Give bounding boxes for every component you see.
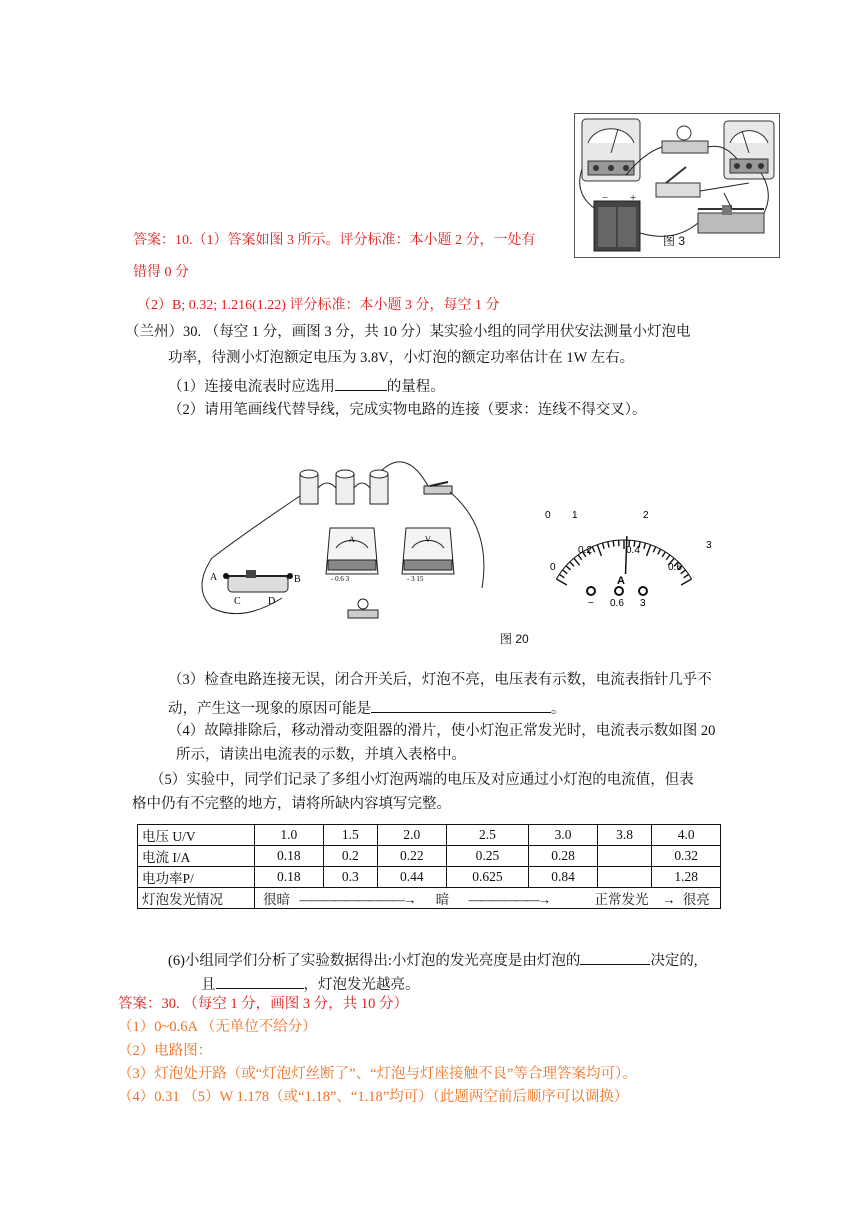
table-cell: 1.0 [255, 825, 324, 846]
trend-arrow-1: —————————→ [299, 892, 415, 907]
ammeter-terminal-labels: - 0.6 3 [331, 575, 350, 583]
q30-part6-line2-prefix: 且 [201, 977, 216, 993]
brightness-dim: 暗 [435, 892, 450, 907]
terminal-minus-icon [587, 587, 595, 595]
q30-part6-mid: 决定的, [650, 953, 698, 969]
row-label-voltage: 电压 U/V [138, 825, 255, 846]
terminal-0-6-icon [615, 587, 623, 595]
answer10-line3: （2）B; 0.32; 1.216(1.22) 评分标准：本小题 3 分，每空 1 分 [137, 298, 500, 313]
trend-arrow-2: ——————→ [468, 892, 550, 907]
table-cell-blank[interactable] [597, 867, 651, 888]
q30-part1-blank[interactable] [335, 374, 387, 391]
voltmeter-icon [402, 528, 454, 583]
table-cell: 0.28 [529, 846, 598, 867]
table-cell: 4.0 [652, 825, 721, 846]
terminal-a-label: A [210, 572, 218, 583]
table-cell: 2.0 [377, 825, 446, 846]
q30-part6-line1 [168, 948, 698, 971]
table-cell: 0.32 [652, 846, 721, 867]
upper-scale-3: 3 [706, 540, 712, 551]
q30-intro-line1: （兰州）30. （每空 1 分，画图 3 分，共 10 分）某实验小组的同学用伏安法测量小灯泡电 [125, 324, 691, 340]
q30-part6-prefix: (6)小组同学们分析了实验数据得出:小灯泡的发光亮度是由灯泡的 [168, 953, 581, 969]
table-cell: 0.625 [446, 867, 529, 888]
dial-tick [644, 543, 646, 549]
answer30-part1: （1）0~0.6A （无单位不给分） [118, 1019, 317, 1035]
table-cell: 1.28 [652, 867, 721, 888]
table-cell: 2.5 [446, 825, 529, 846]
dial-tick [574, 558, 580, 565]
brightness-normal: 正常发光 [594, 892, 649, 907]
table-cell: 0.3 [323, 867, 377, 888]
table-cell-blank[interactable] [597, 846, 651, 867]
ammeter-icon [326, 528, 378, 583]
knife-switch-icon [424, 482, 452, 494]
answer30-title: 答案：30. （每空 1 分，画图 3 分，共 10 分） [118, 996, 408, 1012]
q30-part4-line2: 所示，请读出电流表的示数，并填入表格中。 [176, 747, 466, 763]
row-label-brightness: 灯泡发光情况 [138, 888, 255, 909]
q30-part3-line2 [168, 696, 566, 719]
terminal-0-6-label: 0.6 [610, 598, 624, 609]
q30-part1 [168, 374, 445, 397]
figure-20-caption: 图 20 [500, 632, 529, 646]
q30-part6-blank2[interactable] [216, 972, 304, 989]
terminal-minus-label: − [588, 598, 594, 609]
upper-scale-0: 0 [545, 510, 551, 521]
answer10-line2: 错得 0 分 [133, 265, 189, 280]
dial-tick [647, 545, 651, 556]
small-lamp-icon [348, 599, 378, 618]
trend-arrow-3: → [661, 892, 676, 907]
table-cell: 0.44 [377, 867, 446, 888]
dial-tick [566, 566, 570, 570]
ammeter-dial-figure [528, 500, 728, 610]
table-cell: 1.5 [323, 825, 377, 846]
q30-part3-prefix: 动，产生这一现象的原因可能是 [168, 701, 371, 717]
row-label-current: 电流 I/A [138, 846, 255, 867]
table-cell: 0.18 [255, 846, 324, 867]
dial-tick [666, 555, 670, 560]
circuit-parts-drawing [192, 448, 492, 628]
dial-tick [653, 547, 655, 552]
q30-part3-suffix: 。 [551, 701, 566, 717]
right-meter-icon [724, 121, 774, 179]
q30-part3-blank[interactable] [371, 696, 551, 713]
table-row [138, 867, 721, 888]
voltmeter-face-label: V [425, 535, 431, 544]
table-row [138, 846, 721, 867]
terminal-3-label: 3 [640, 598, 646, 609]
table-cell: 0.25 [446, 846, 529, 867]
answer30-part3: （3）灯泡处开路（或“灯泡灯丝断了”、“灯泡与灯座接触不良”等合理答案均可）。 [118, 1066, 637, 1082]
rheostat-icon [698, 205, 764, 233]
dial-tick [658, 549, 661, 554]
brightness-very-bright: 很亮 [682, 892, 710, 907]
q30-part5-line2: 格中仍有不完整的地方，请将所缺内容填写完整。 [132, 796, 451, 812]
voltmeter-terminal-labels: - 3 15 [407, 575, 424, 583]
lower-scale-0-6: 0.6 [668, 562, 682, 573]
dial-tick [563, 570, 568, 574]
dial-tick [556, 579, 566, 585]
dial-tick [613, 541, 614, 547]
table-cell: 3.0 [529, 825, 598, 846]
table-cell: 0.2 [323, 846, 377, 867]
battery-cells-icon [300, 470, 388, 504]
circuit-parts-figure [192, 448, 492, 628]
table-row [138, 825, 721, 846]
dial-tick [603, 543, 605, 549]
battery-icon [594, 201, 640, 251]
q30-part6-blank1[interactable] [580, 948, 650, 965]
lower-scale-0: 0 [550, 562, 556, 573]
terminal-c-label: C [234, 596, 241, 607]
dial-tick [592, 547, 594, 552]
battery-minus-label: − [602, 192, 609, 204]
table-cell: 3.8 [597, 825, 651, 846]
dial-tick [559, 574, 564, 577]
brightness-trend-cell [255, 888, 721, 909]
upper-scale-2: 2 [643, 510, 649, 521]
dial-tick [681, 579, 691, 585]
upper-scale-1: 1 [572, 510, 578, 521]
q30-part3-line1: （3）检查电路连接无误，闭合开关后，灯泡不亮，电压表有示数，电流表指针几乎不 [168, 672, 712, 688]
answer30-part4-5: （4）0.31 （5）W 1.178（或“1.18”、“1.18”均可）（此题两空前后顺序可以调换） [118, 1089, 629, 1105]
answer30-part2: （2）电路图： [118, 1043, 213, 1059]
dial-tick [570, 562, 574, 566]
q30-part6-line2 [201, 972, 420, 995]
dial-unit-label: A [617, 575, 625, 587]
q30-part1-prefix: （1）连接电流表时应选用 [168, 379, 335, 395]
table-cell: 0.18 [255, 867, 324, 888]
ammeter-dial-drawing [528, 500, 728, 610]
ammeter-face-label: A [349, 535, 355, 544]
dial-tick [597, 545, 601, 556]
lower-scale-0-2: 0.2 [578, 545, 592, 556]
terminal-3-icon [639, 587, 647, 595]
terminal-b-label: B [294, 574, 301, 585]
q30-intro-line2: 功率，待测小灯泡额定电压为 3.8V，小灯泡的额定功率估计在 1W 左右。 [168, 350, 635, 366]
terminal-d-label: D [268, 596, 276, 607]
battery-plus-label: + [630, 192, 637, 204]
table-cell: 0.22 [377, 846, 446, 867]
row-label-power: 电功率P/ [138, 867, 255, 888]
answer10-line1: 答案：10.（1）答案如图 3 所示。评分标准：本小题 2 分，一处有 [133, 233, 536, 248]
dial-tick [662, 552, 665, 557]
dial-tick [684, 574, 689, 577]
left-meter-icon [582, 119, 640, 181]
q30-part1-suffix: 的量程。 [386, 379, 445, 395]
slide-rheostat-icon [223, 570, 293, 592]
data-table [137, 824, 721, 909]
figure-3-caption: 图 3 [663, 234, 686, 248]
brightness-very-dim: 很暗 [263, 892, 290, 907]
lower-scale-0-4: 0.4 [626, 545, 640, 556]
q30-part4-line1: （4）故障排除后，移动滑动变阻器的滑片，使小灯泡正常发光时，电流表示数如图 20 [168, 723, 716, 739]
q30-part5-line1: （5）实验中，同学们记录了多组小灯泡两端的电压及对应通过小灯泡的电流值，但表 [150, 772, 694, 788]
table-row [138, 888, 721, 909]
q30-part2: （2）请用笔画线代替导线，完成实物电路的连接（要求：连线不得交叉）。 [168, 402, 647, 418]
q30-part6-line2-suffix: ，灯泡发光越亮。 [303, 977, 420, 993]
table-cell: 0.84 [529, 867, 598, 888]
dial-tick [608, 542, 609, 548]
